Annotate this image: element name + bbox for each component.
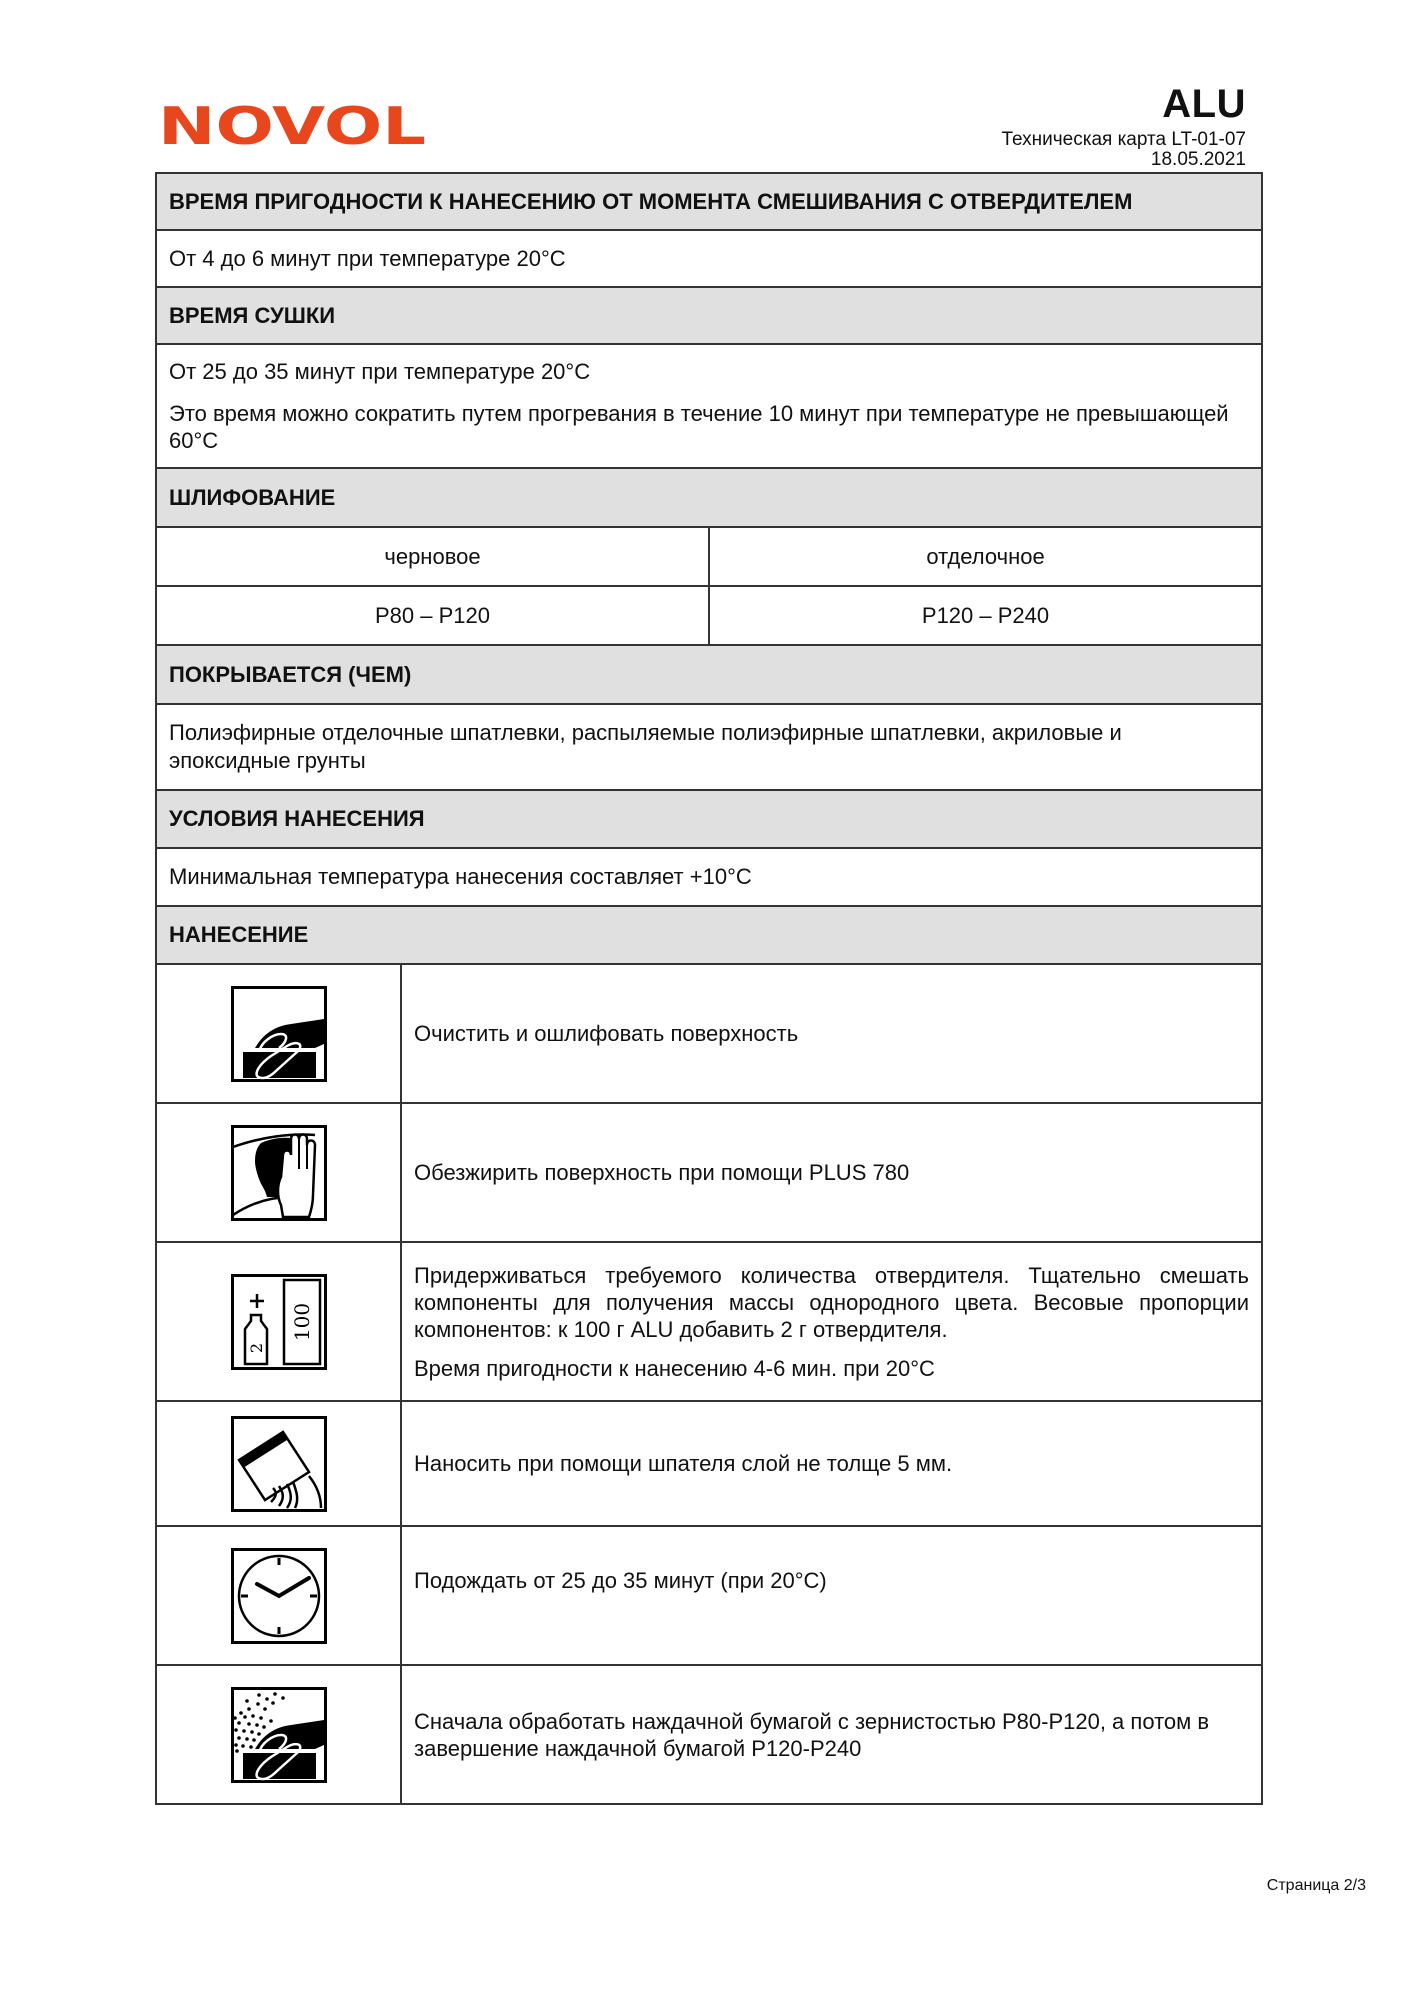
drying-text (156, 344, 1262, 468)
coated-with-text: Полиэфирные отделочные шпатлевки, распыляемые полиэфирные шпатлевки, акриловые и эпоксидные грунты (156, 704, 1262, 790)
step-icon-cell (156, 1103, 401, 1242)
novol-logo (158, 104, 428, 148)
base-ratio-label: 100 (289, 1302, 314, 1341)
step-line: Очистить и ошлифовать поверхность (414, 1021, 799, 1046)
step-text (401, 1665, 1262, 1804)
section-header-row (156, 790, 1262, 848)
degrease-hand-icon (231, 1125, 327, 1221)
step-text (401, 1526, 1262, 1665)
hardener-ratio-label: 2 (246, 1342, 266, 1353)
section-header-row (156, 287, 1262, 344)
section-content-row (156, 704, 1262, 790)
step-icon-cell (156, 1665, 401, 1804)
drying-line: Это время можно сократить путем прогревания в течение 10 минут при температуре не превышающей 60°C (169, 401, 1229, 453)
step-line: Обезжирить поверхность при помощи PLUS 780 (414, 1160, 910, 1185)
step-icon-cell (156, 964, 401, 1103)
sanding-rough-label: черновое (156, 527, 709, 586)
section-header-row (156, 468, 1262, 527)
step-line: Наносить при помощи шпателя слой не толще 5 мм. (414, 1451, 953, 1476)
step-line: Время пригодности к нанесению 4-6 мин. при 20°C (414, 1355, 935, 1381)
step-text (401, 964, 1262, 1103)
clean-sand-icon (231, 986, 327, 1082)
drying-title: ВРЕМЯ СУШКИ (156, 287, 1262, 344)
spatula-icon (231, 1416, 327, 1512)
step-line: Сначала обработать наждачной бумагой с зернистостью P80-P120, а потом в завершение наждачной бумагой P120-P240 (414, 1708, 1210, 1761)
sanding-finish-label: отделочное (709, 527, 1262, 586)
section-content-row (156, 344, 1262, 468)
application-step-row (156, 1103, 1262, 1242)
application-step-row (156, 1665, 1262, 1804)
sanding-grade-row (156, 527, 1262, 586)
sanding-title: ШЛИФОВАНИЕ (156, 468, 1262, 527)
application-step-row (156, 964, 1262, 1103)
section-content-row (156, 230, 1262, 287)
sanding-finish-value: P120 – P240 (709, 586, 1262, 645)
sanding-value-row (156, 586, 1262, 645)
document-header (1001, 84, 1246, 170)
product-name: ALU (1162, 82, 1246, 126)
page-number: Страница 2/3 (1266, 1877, 1366, 1894)
coated-with-title: ПОКРЫВАЕТСЯ (ЧЕМ) (156, 645, 1262, 704)
pot-life-text: От 4 до 6 минут при температуре 20°C (156, 230, 1262, 287)
application-step-row (156, 1242, 1262, 1401)
step-icon-cell (156, 1401, 401, 1526)
sanding-dust-icon (231, 1687, 327, 1783)
application-step-row (156, 1526, 1262, 1665)
clock-icon (231, 1548, 327, 1644)
step-icon-cell (156, 1526, 401, 1665)
step-text (401, 1401, 1262, 1526)
section-header-row (156, 645, 1262, 704)
conditions-text: Минимальная температура нанесения составляет +10°C (156, 848, 1262, 906)
step-line: Придерживаться требуемого количества отвердителя. Тщательно смешать компоненты для получения массы однородного цвета. Весовые пропорции компонентов: к 100 г ALU добавить 2 г отвердителя. (414, 1262, 1250, 1342)
application-title: НАНЕСЕНИЕ (156, 906, 1262, 964)
section-header-row (156, 173, 1262, 230)
step-line: Подождать от 25 до 35 минут (при 20°C) (414, 1568, 827, 1593)
sanding-rough-value: P80 – P120 (156, 586, 709, 645)
document-date: 18.05.2021 (1150, 149, 1246, 170)
logo-text: NOVOL (158, 104, 426, 148)
hardener-ratio-icon (231, 1274, 327, 1370)
pot-life-title: ВРЕМЯ ПРИГОДНОСТИ К НАНЕСЕНИЮ ОТ МОМЕНТА СМЕШИВАНИЯ С ОТВЕРДИТЕЛЕМ (156, 173, 1262, 230)
step-icon-cell (156, 1242, 401, 1401)
application-step-row (156, 1401, 1262, 1526)
conditions-title: УСЛОВИЯ НАНЕСЕНИЯ (156, 790, 1262, 848)
section-header-row (156, 906, 1262, 964)
technical-data-table (155, 172, 1263, 1805)
drying-line: От 25 до 35 минут при температуре 20°C (169, 359, 591, 384)
document-reference: Техническая карта LT-01-07 (1001, 129, 1246, 150)
section-content-row (156, 848, 1262, 906)
step-text (401, 1103, 1262, 1242)
step-text (401, 1242, 1262, 1401)
